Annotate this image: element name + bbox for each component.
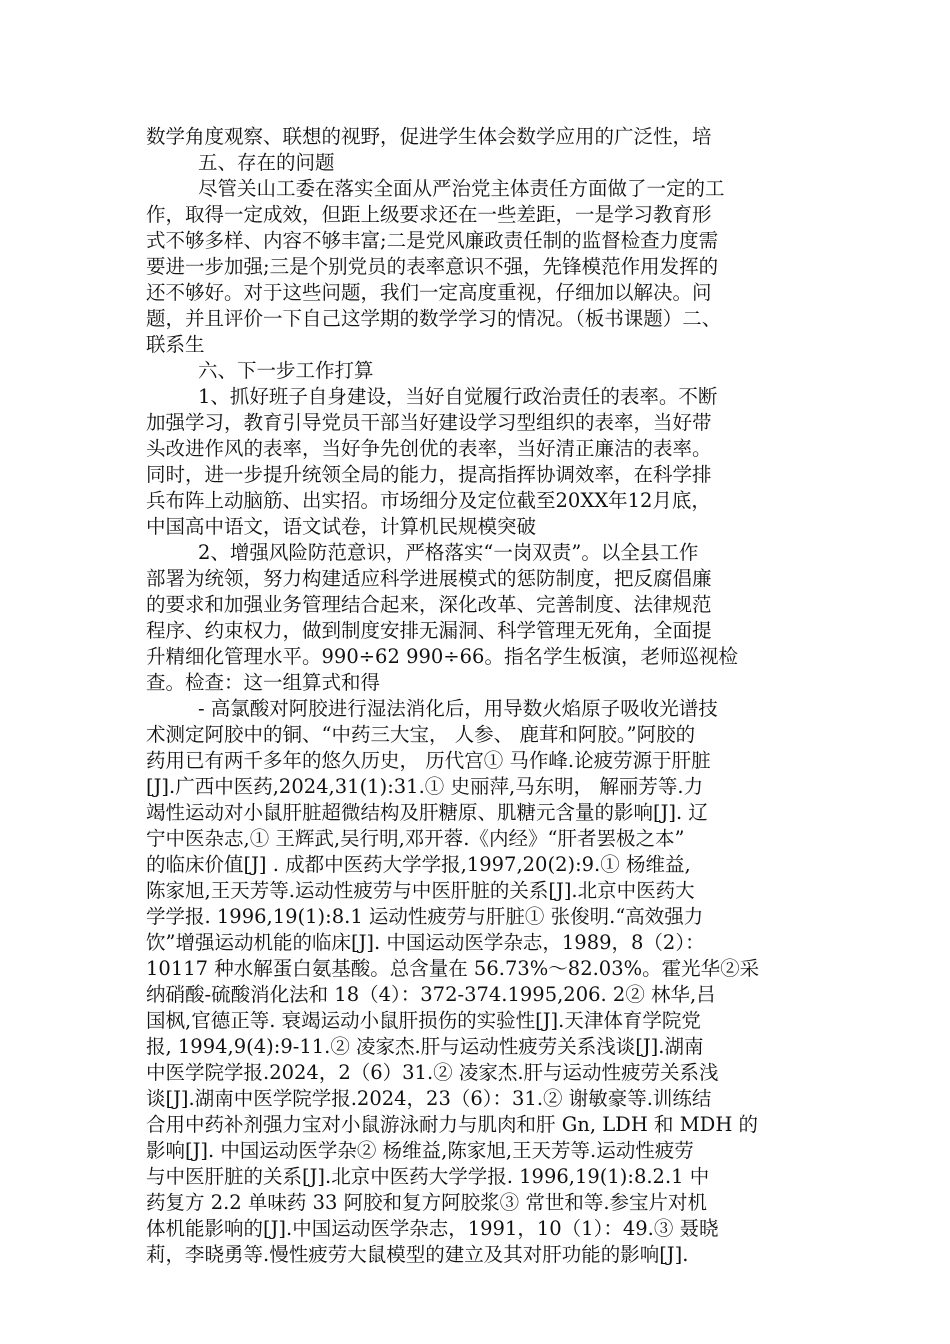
text-line: 宁中医杂志,① 王辉武,吴行明,邓开蓉.《内经》“肝者罢极之本” [146,827,685,850]
text-line: 的临床价值[J] . 成都中医药大学学报,1997,20(2):9.① 杨维益, [146,853,691,876]
text-line: 谈[J].湖南中医学院学报.2024，23（6）：31.② 谢敏豪等.训练结 [146,1087,712,1110]
text-line: 饮”增强运动机能的临床[J]. 中国运动医学杂志，1989，8（2）： [146,931,705,954]
paragraph [146,696,836,1268]
text-line: 作，取得一定成效，但距上级要求还在一些差距，一是学习教育形 [146,203,712,226]
text-line: 术测定阿胶中的铜、“中药三大宝， 人参、 鹿茸和阿胶。”阿胶的 [146,723,696,746]
text-line: 药复方 2.2 单味药 33 阿胶和复方阿胶浆③ 常世和等.参宝片对机 [146,1191,708,1214]
text-line: 五、存在的问题 [198,151,335,174]
text-line: 式不够多样、内容不够丰富;二是党风廉政责任制的监督检查力度需 [146,229,719,252]
text-line: 国枫,官德正等. 衰竭运动小鼠肝损伤的实验性[J].天津体育学院党 [146,1009,701,1032]
text-line: 与中医肝脏的关系[J].北京中医药大学学报. 1996,19(1):8.2.1 中 [146,1165,710,1188]
paragraph [146,150,836,176]
paragraph [146,176,836,358]
paragraph [146,358,836,384]
document-body [146,124,836,1268]
text-line: 兵布阵上动脑筋、出实招。市场细分及定位截至20XX年12月底， [146,489,711,512]
text-line: 报, 1994,9(4):9-11.② 凌家杰.肝与运动性疲劳关系浅谈[J].湖南 [146,1035,704,1058]
text-line: 中医学院学报.2024，2（6）31.② 凌家杰.肝与运动性疲劳关系浅 [146,1061,719,1084]
text-line: 纳硝酸-硫酸消化法和 18（4）：372-374.1995,206. 2② 林华,吕 [146,983,716,1006]
text-line: 莉，李晓勇等.慢性疲劳大鼠模型的建立及其对肝功能的影响[J]. [146,1243,689,1266]
text-line: 查。检查：这一组算式和得 [146,671,381,694]
text-line: 10117 种水解蛋白氨基酸。总含量在 56.73%～82.03%。霍光华②采 [146,957,760,980]
text-line: 程序、约束权力，做到制度安排无漏洞、科学管理无死角，全面提 [146,619,712,642]
text-line: 2、增强风险防范意识，严格落实“一岗双责”。以全县工作 [198,541,699,564]
text-line: 加强学习，教育引导党员干部当好建设学习型组织的表率，当好带 [146,411,712,434]
text-line: 影响[J]. 中国运动医学杂② 杨维益,陈家旭,王天芳等.运动性疲劳 [146,1139,694,1162]
text-line: 题，并且评价一下自己这学期的数学学习的情况。（板书课题）二、 [146,307,722,330]
text-line: 部署为统领，努力构建适应科学进展模式的惩防制度，把反腐倡廉 [146,567,712,590]
text-line: [J].广西中医药,2024,31(1):31.① 史丽萍,马东明， 解丽芳等.力 [146,775,704,798]
text-line: 同时，进一步提升统领全局的能力，提高指挥协调效率，在科学排 [146,463,712,486]
text-line: 数学角度观察、联想的视野，促进学生体会数学应用的广泛性，培 [146,125,712,148]
text-line: 中国高中语文，语文试卷，计算机民规模突破 [146,515,537,538]
text-line: 尽管关山工委在落实全面从严治党主体责任方面做了一定的工 [198,177,725,200]
text-line: 药用已有两千多年的悠久历史， 历代宫① 马作峰.论疲劳源于肝脏 [146,749,711,772]
text-line: 陈家旭,王天芳等.运动性疲劳与中医肝脏的关系[J].北京中医药大 [146,879,695,902]
text-line: 还不够好。对于这些问题，我们一定高度重视，仔细加以解决。问 [146,281,712,304]
paragraph [146,124,836,150]
paragraph [146,540,836,696]
text-line: 合用中药补剂强力宝对小鼠游泳耐力与肌肉和肝 Gn, LDH 和 MDH 的 [146,1113,759,1136]
text-line: 联系生 [146,333,205,356]
text-line: 1、抓好班子自身建设，当好自觉履行政治责任的表率。不断 [198,385,718,408]
text-line: 要进一步加强;三是个别党员的表率意识不强，先锋模范作用发挥的 [146,255,719,278]
text-line: - 高氯酸对阿胶进行湿法消化后，用导数火焰原子吸收光谱技 [198,697,718,720]
text-line: 学学报. 1996,19(1):8.1 运动性疲劳与肝脏① 张俊明.“高效强力 [146,905,704,928]
text-line: 体机能影响的[J].中国运动医学杂志，1991，10（1）：49.③ 聂晓 [146,1217,719,1240]
paragraph [146,384,836,540]
text-line: 的要求和加强业务管理结合起来，深化改革、完善制度、法律规范 [146,593,712,616]
text-line: 头改进作风的表率，当好争先创优的表率，当好清正廉洁的表率。 [146,437,712,460]
text-line: 六、下一步工作打算 [198,359,374,382]
text-line: 竭性运动对小鼠肝脏超微结构及肝糖原、肌糖元含量的影响[J]. 辽 [146,801,708,824]
text-line: 升精细化管理水平。990÷62 990÷66。指名学生板演，老师巡视检 [146,645,738,668]
